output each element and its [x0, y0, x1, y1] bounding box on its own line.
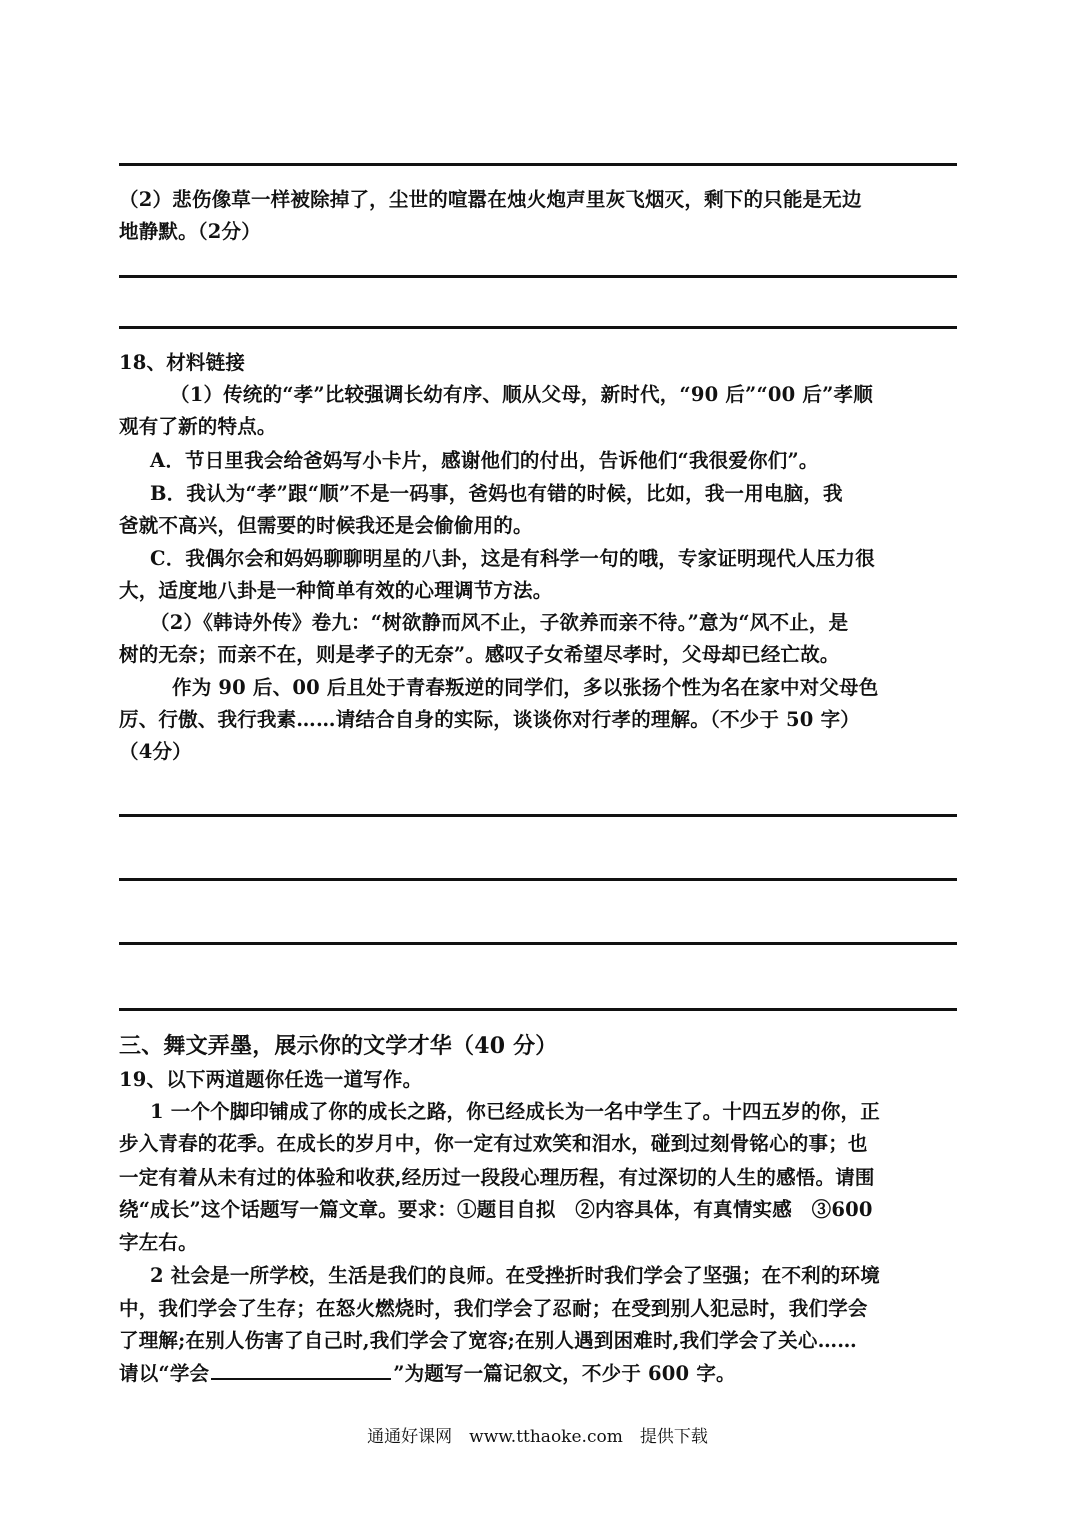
- q19-option1-line4: 绕“成长”这个话题写一篇文章。要求：①题目自拟 ②内容具体，有真情实感 ③600: [119, 1198, 873, 1221]
- q17-2-line2: 地静默。（2分）: [119, 220, 261, 243]
- q19-option1-line1: 1 一个个脚印铺成了你的成长之路，你已经成长为一名中学生了。十四五岁的你，正: [150, 1100, 880, 1123]
- q18-option-a: A．节日里我会给爸妈写小卡片，感谢他们的付出，告诉他们“我很爱你们”。: [150, 449, 819, 472]
- answer-line: [119, 275, 957, 278]
- q18-option-c-line2: 大，适度地八卦是一种简单有效的心理调节方法。: [119, 579, 553, 602]
- q18-option-b-line1: B．我认为“孝”跟“顺”不是一码事，爸妈也有错的时候，比如，我一用电脑，我: [150, 482, 843, 505]
- answer-line: [119, 1008, 957, 1011]
- q19-option2-line4: [119, 1358, 959, 1390]
- q19-option2-line1: 2 社会是一所学校，生活是我们的良师。在受挫折时我们学会了坚强；在不利的环境: [150, 1264, 880, 1287]
- q18-p1-line2: 观有了新的特点。: [119, 415, 277, 438]
- q18-task-line3: （4分）: [119, 740, 192, 763]
- q19-option2-line2: 中，我们学会了生存；在怒火燃烧时，我们学会了忍耐；在受到别人犯忌时，我们学会: [119, 1297, 868, 1320]
- title-blank: [211, 1358, 391, 1380]
- answer-line: [119, 942, 957, 945]
- q18-option-b-line2: 爸就不高兴，但需要的时候我还是会偷偷用的。: [119, 514, 533, 537]
- q19-option1-line5: 字左右。: [119, 1231, 198, 1254]
- q19-option1-line3: 一定有着从未有过的体验和收获,经历过一段段心理历程，有过深切的人生的感悟。请围: [119, 1166, 875, 1189]
- q17-2-line1: （2）悲伤像草一样被除掉了，尘世的喧嚣在烛火炮声里灰飞烟灭，剩下的只能是无边: [119, 188, 862, 211]
- q18-option-c-line1: C．我偶尔会和妈妈聊聊明星的八卦，这是有科学一句的哦，专家证明现代人压力很: [150, 547, 875, 570]
- answer-line: [119, 814, 957, 817]
- q19-option1-line2: 步入青春的花季。在成长的岁月中，你一定有过欢笑和泪水，碰到过刻骨铭心的事；也: [119, 1132, 868, 1155]
- q19-option2-line3: 了理解;在别人伤害了自己时,我们学会了宽容;在别人遇到困难时,我们学会了关心……: [119, 1329, 857, 1352]
- answer-line: [119, 878, 957, 881]
- page-footer: 通通好课网 www.tthaoke.com 提供下载: [367, 1427, 708, 1447]
- q19-option2-prompt-end: ”为题写一篇记叙文，不少于 600 字。: [393, 1362, 736, 1385]
- answer-line: [119, 326, 957, 329]
- q18-task-line2: 厉、行傲、我行我素……请结合自身的实际，谈谈你对行孝的理解。（不少于 50 字）: [119, 708, 860, 731]
- answer-line: [119, 163, 957, 166]
- q19-heading: 19、以下两道题你任选一道写作。: [119, 1068, 423, 1091]
- q19-option2-prompt-start: 请以“学会: [119, 1362, 210, 1385]
- q18-task-line1: 作为 90 后、00 后且处于青春叛逆的同学们，多以张扬个性为名在家中对父母色: [172, 676, 879, 699]
- section-3-title: 三、舞文弄墨，展示你的文学才华（40 分）: [119, 1033, 558, 1059]
- q18-heading: 18、材料链接: [119, 351, 246, 374]
- q18-p1-line1: （1）传统的“孝”比较强调长幼有序、顺从父母，新时代，“90 后”“00 后”孝顺: [170, 383, 873, 406]
- q18-p2-line1: （2）《韩诗外传》卷九：“树欲静而风不止，子欲养而亲不待。”意为“风不止，是: [150, 611, 849, 634]
- q18-p2-line2: 树的无奈；而亲不在，则是孝子的无奈”。感叹子女希望尽孝时，父母却已经亡故。: [119, 643, 840, 666]
